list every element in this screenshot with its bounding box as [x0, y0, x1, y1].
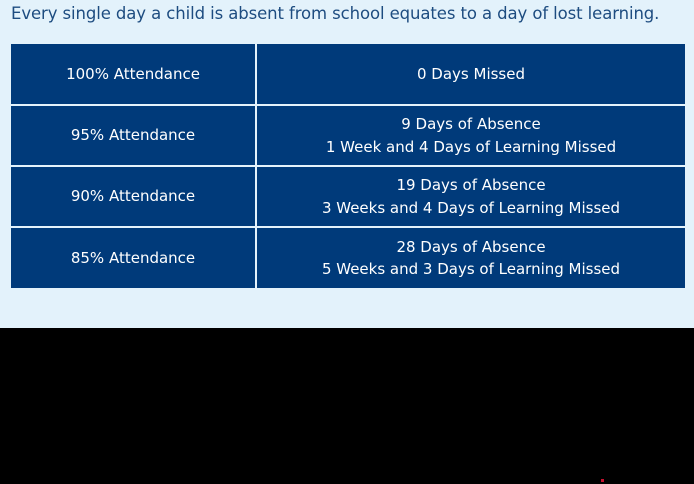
- impact-cell: [256, 105, 685, 166]
- attendance-cell: [11, 105, 256, 166]
- impact-line-1: 0 Days Missed: [416, 64, 525, 83]
- attendance-cell: [11, 44, 256, 105]
- impact-line-2: 3 Weeks and 4 Days of Learning Missed: [321, 198, 621, 217]
- red-dot-marker: [601, 479, 604, 482]
- impact-cell: [256, 227, 685, 288]
- impact-line-1: 9 Days of Absence: [401, 115, 541, 133]
- table-row: [11, 44, 685, 105]
- impact-line-2: 5 Weeks and 3 Days of Learning Missed: [321, 260, 621, 278]
- attendance-label: 95% Attendance: [70, 126, 196, 145]
- intro-text: Every single day a child is absent from school equates to a day of lost learning.: [11, 4, 660, 23]
- table-row: [11, 105, 685, 166]
- attendance-table: [11, 44, 685, 288]
- attendance-label: 85% Attendance: [70, 248, 196, 267]
- attendance-cell: [11, 227, 256, 288]
- table-row: [11, 227, 685, 288]
- attendance-cell: [11, 166, 256, 227]
- impact-cell: [256, 44, 685, 105]
- impact-line-1: 28 Days of Absence: [396, 237, 546, 256]
- table-row: [11, 166, 685, 227]
- attendance-label: 90% Attendance: [70, 187, 196, 206]
- attendance-label: 100% Attendance: [66, 64, 200, 83]
- impact-line-1: 19 Days of Absence: [396, 176, 546, 194]
- impact-cell: [256, 166, 685, 227]
- impact-line-2: 1 Week and 4 Days of Learning Missed: [325, 137, 617, 156]
